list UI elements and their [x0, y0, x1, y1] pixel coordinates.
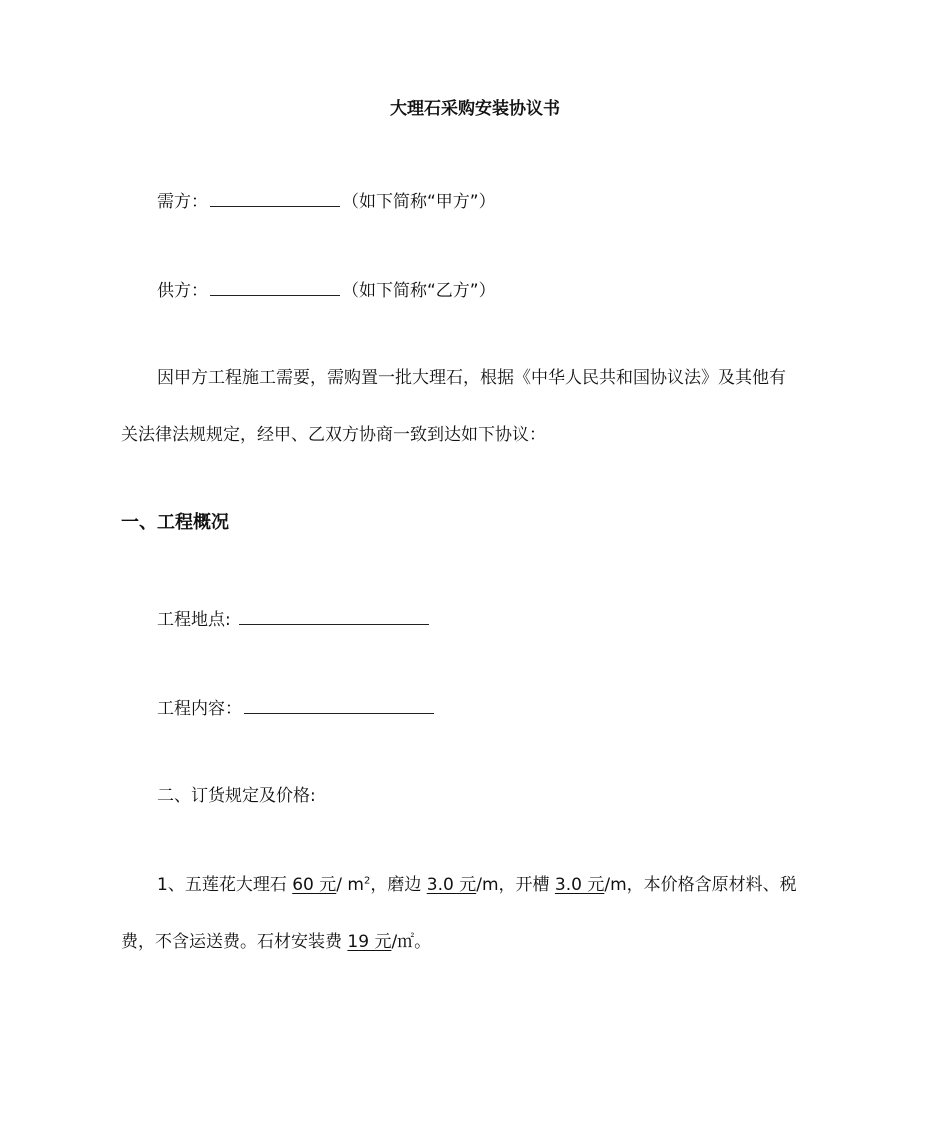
marble-unit: / m — [336, 875, 364, 895]
supplier-name-blank[interactable] — [210, 277, 340, 296]
price-note: /m，本价格含原材料、税 — [604, 875, 797, 895]
project-location-line — [157, 606, 431, 631]
item-1-line-2-prefix: 费，不含运送费。石材安装费 — [121, 932, 342, 952]
intro-line-1: 因甲方工程施工需要，需购置一批大理石，根据《中华人民共和国协议法》及其他有 — [157, 368, 786, 388]
intro-line-2: 关法律法规规定，经甲、乙双方协商一致到达如下协议： — [121, 425, 546, 445]
section-2-heading: 二、订货规定及价格: — [157, 786, 316, 806]
item-1-line-1 — [157, 874, 797, 896]
buyer-name-blank[interactable] — [210, 188, 340, 207]
buyer-suffix: （如下简称“甲方”） — [342, 192, 496, 212]
marble-unit-sup: 2 — [363, 875, 371, 887]
marble-price: 60 元 — [292, 875, 337, 895]
supplier-label: 供方： — [157, 281, 208, 301]
item-1-line-2 — [121, 931, 431, 953]
supplier-suffix: （如下简称“乙方”） — [342, 281, 496, 301]
slot-label: /m，开槽 — [476, 875, 550, 895]
slot-price: 3.0 元 — [554, 875, 605, 895]
install-unit: /㎡。 — [391, 932, 432, 952]
buyer-line — [157, 188, 496, 213]
section-1-heading: 一、工程概况 — [121, 512, 229, 533]
document-title: 大理石采购安装协议书 — [390, 99, 560, 119]
buyer-label: 需方： — [157, 192, 208, 212]
edge-label: ，磨边 — [370, 875, 422, 895]
install-price: 19 元 — [347, 932, 392, 952]
project-content-label: 工程内容： — [157, 699, 242, 719]
edge-price: 3.0 元 — [426, 875, 477, 895]
supplier-line — [157, 277, 496, 302]
project-content-blank[interactable] — [244, 695, 434, 714]
project-location-blank[interactable] — [239, 606, 429, 625]
item-1-prefix: 1、五莲花大理石 — [157, 875, 287, 895]
project-content-line — [157, 695, 436, 720]
project-location-label: 工程地点: — [157, 610, 231, 630]
